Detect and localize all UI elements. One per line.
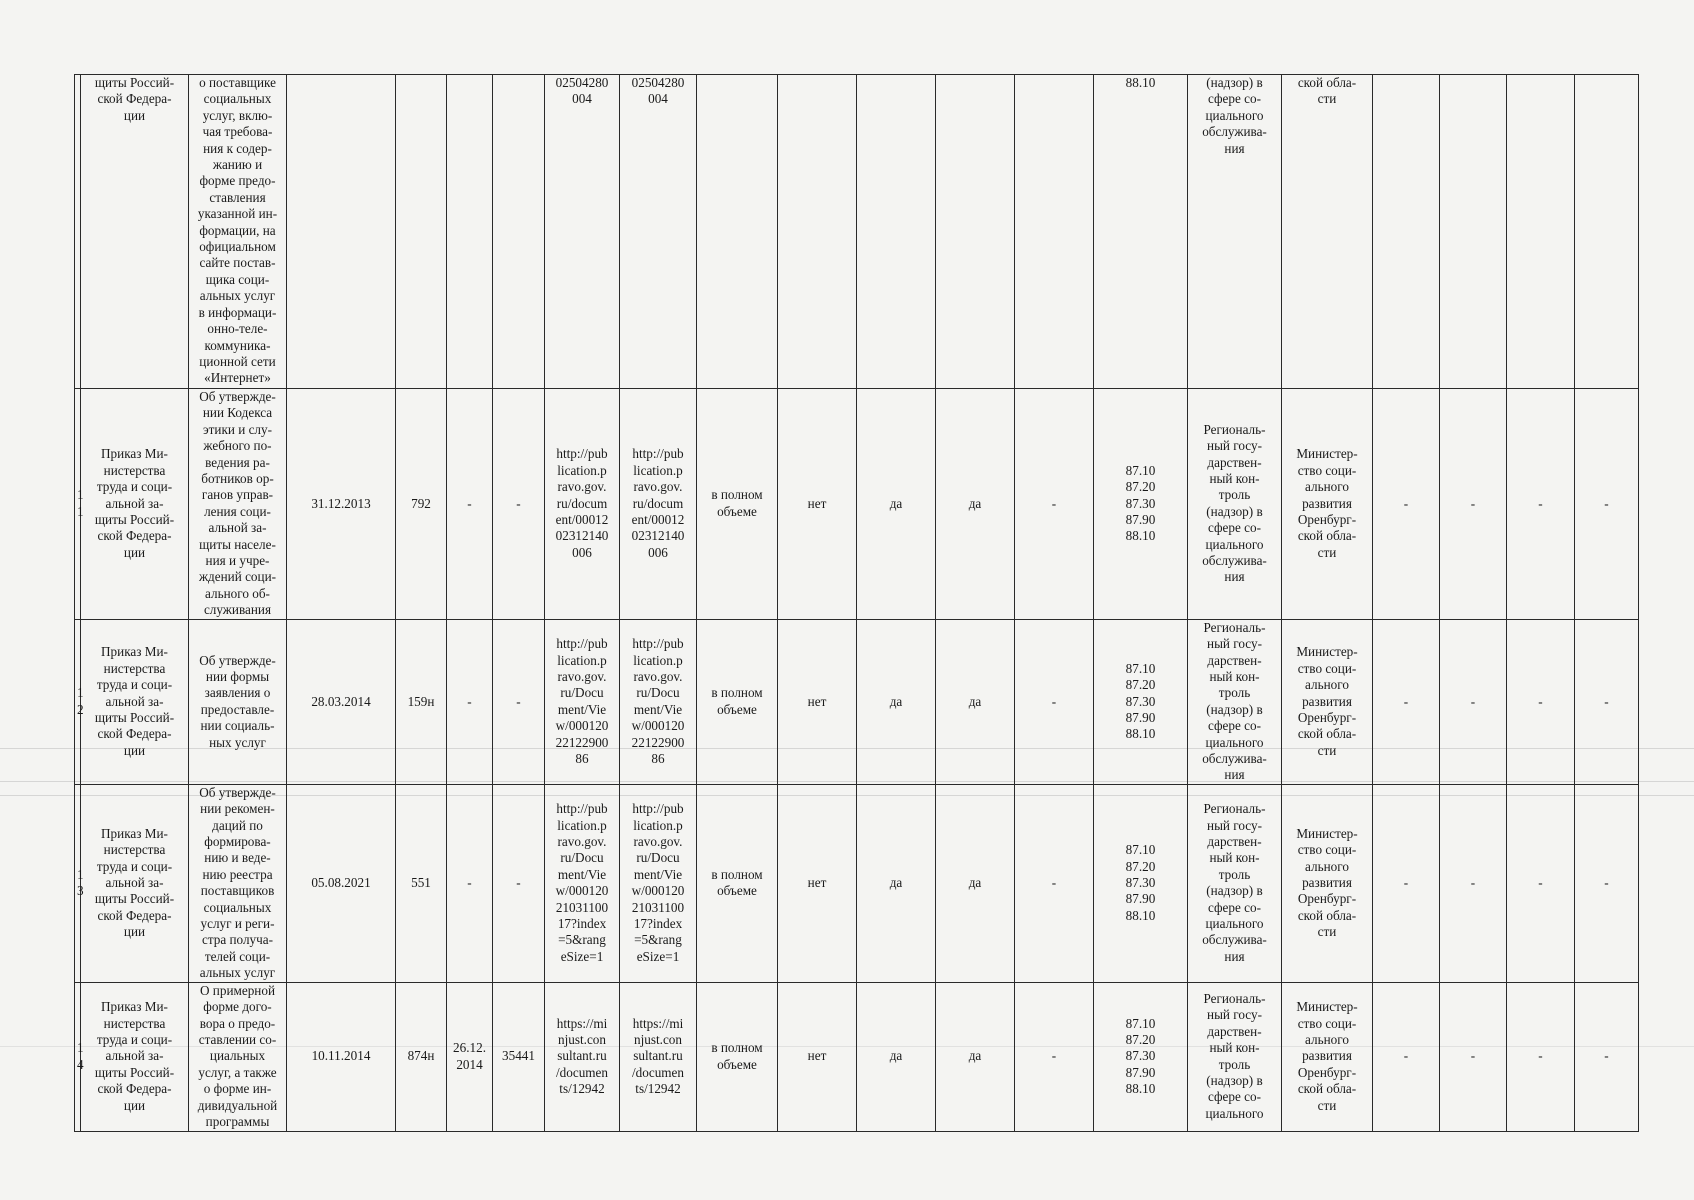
cell-url-2: http://pub lication.p ravo.gov. ru/docum ent/00012 02312140 006	[620, 389, 697, 620]
cell-extra-3: -	[1507, 619, 1575, 784]
cell-control-type: Региональ- ный госу- дарствен- ный кон- троль (надзор) в сфере со- циального обслужива- ния	[1188, 389, 1282, 620]
cell-url-2: https://mi njust.con sultant.ru /documen ts/12942	[620, 982, 697, 1131]
cell-url-1: http://pub lication.p ravo.gov. ru/Docu ment/Vie w/000120 22122900 86	[545, 619, 620, 784]
table-row	[75, 982, 1639, 1131]
cell-okved-codes: 88.10	[1094, 75, 1188, 389]
cell-extent: в полном объеме	[697, 784, 778, 982]
cell-act-number: 551	[396, 784, 447, 982]
cell-reg-date: -	[447, 389, 493, 620]
cell-extent	[697, 75, 778, 389]
cell-url-1: http://pub lication.p ravo.gov. ru/docum ent/00012 02312140 006	[545, 389, 620, 620]
cell-url-1: http://pub lication.p ravo.gov. ru/Docu ment/Vie w/000120 21031100 17?index =5&rang eSize=1	[545, 784, 620, 982]
cell-extra-4: -	[1575, 982, 1639, 1131]
cell-url-2: http://pub lication.p ravo.gov. ru/Docu ment/Vie w/000120 22122900 86	[620, 619, 697, 784]
cell-control-type: Региональ- ный госу- дарствен- ный кон- троль (надзор) в сфере со- циального обслужива- ния	[1188, 784, 1282, 982]
cell-act-type: Приказ Ми- нистерства труда и соци- альной за- щиты Россий- ской Федера- ции	[81, 784, 189, 982]
cell-col15: -	[1015, 982, 1094, 1131]
cell-col14: да	[936, 389, 1015, 620]
cell-extent: в полном объеме	[697, 619, 778, 784]
cell-title: Об утвержде- нии Кодекса этики и слу- жебного по- ведения ра- ботников ор- ганов управ- ления соци- альной за- щиты населе- ния и учре- ждений соци- ального об- служивания	[189, 389, 287, 620]
cell-reg-date: -	[447, 784, 493, 982]
cell-extra-1	[1373, 75, 1440, 389]
cell-col14	[936, 75, 1015, 389]
cell-act-number	[396, 75, 447, 389]
table-row	[75, 619, 1639, 784]
regulations-table	[74, 74, 1639, 1132]
cell-act-type: Приказ Ми- нистерства труда и соци- альной за- щиты Россий- ской Федера- ции	[81, 619, 189, 784]
cell-title: О примерной форме дого- вора о предо- ставлении со- циальных услуг, а также о форме ин- дивидуальной программы	[189, 982, 287, 1131]
cell-extra-3: -	[1507, 784, 1575, 982]
cell-extra-2: -	[1440, 784, 1507, 982]
cell-authority: Министер- ство соци- ального развития Оренбург- ской обла- сти	[1282, 784, 1373, 982]
cell-extra-4: -	[1575, 619, 1639, 784]
table-row	[75, 784, 1639, 982]
cell-date: 28.03.2014	[287, 619, 396, 784]
cell-extent: в полном объеме	[697, 389, 778, 620]
cell-reg-date	[447, 75, 493, 389]
cell-extra-2: -	[1440, 982, 1507, 1131]
cell-col13: да	[857, 619, 936, 784]
cell-url-1: 02504280 004	[545, 75, 620, 389]
cell-col14: да	[936, 982, 1015, 1131]
cell-col12: нет	[778, 982, 857, 1131]
cell-col15: -	[1015, 389, 1094, 620]
cell-col14: да	[936, 619, 1015, 784]
cell-okved-codes: 87.10 87.20 87.30 87.90 88.10	[1094, 389, 1188, 620]
cell-number: 13	[75, 784, 81, 982]
cell-col12	[778, 75, 857, 389]
cell-extra-1: -	[1373, 619, 1440, 784]
cell-col15: -	[1015, 784, 1094, 982]
cell-extra-3: -	[1507, 982, 1575, 1131]
cell-reg-number: -	[493, 389, 545, 620]
cell-okved-codes: 87.10 87.20 87.30 87.90 88.10	[1094, 982, 1188, 1131]
cell-reg-number	[493, 75, 545, 389]
cell-authority: Министер- ство соци- ального развития Оренбург- ской обла- сти	[1282, 982, 1373, 1131]
cell-act-type: Приказ Ми- нистерства труда и соци- альной за- щиты Россий- ской Федера- ции	[81, 982, 189, 1131]
cell-extra-3	[1507, 75, 1575, 389]
cell-control-type: Региональ- ный госу- дарствен- ный кон- троль (надзор) в сфере со- циального обслужива- ния	[1188, 619, 1282, 784]
cell-reg-number: 35441	[493, 982, 545, 1131]
cell-reg-date: -	[447, 619, 493, 784]
cell-reg-date: 26.12. 2014	[447, 982, 493, 1131]
cell-extra-1: -	[1373, 982, 1440, 1131]
cell-date	[287, 75, 396, 389]
cell-control-type: Региональ- ный госу- дарствен- ный кон- троль (надзор) в сфере со- циального	[1188, 982, 1282, 1131]
cell-url-2: http://pub lication.p ravo.gov. ru/Docu ment/Vie w/000120 21031100 17?index =5&rang eSize=1	[620, 784, 697, 982]
cell-extent: в полном объеме	[697, 982, 778, 1131]
cell-reg-number: -	[493, 784, 545, 982]
cell-col15	[1015, 75, 1094, 389]
cell-authority: Министер- ство соци- ального развития Оренбург- ской обла- сти	[1282, 619, 1373, 784]
cell-col15: -	[1015, 619, 1094, 784]
cell-act-number: 159н	[396, 619, 447, 784]
cell-date: 10.11.2014	[287, 982, 396, 1131]
cell-number: 14	[75, 982, 81, 1131]
cell-col14: да	[936, 784, 1015, 982]
cell-url-1: https://mi njust.con sultant.ru /documen ts/12942	[545, 982, 620, 1131]
cell-extra-4: -	[1575, 389, 1639, 620]
table-row	[75, 75, 1639, 389]
cell-act-type: Приказ Ми- нистерства труда и соци- альной за- щиты Россий- ской Федера- ции	[81, 389, 189, 620]
cell-extra-4	[1575, 75, 1639, 389]
cell-title: Об утвержде- нии формы заявления о предоставле- нии социаль- ных услуг	[189, 619, 287, 784]
table-row	[75, 389, 1639, 620]
cell-title: Об утвержде- нии рекомен- даций по формирова- нию и веде- нию реестра поставщиков социальных услуг и реги- стра получа- телей соци- альных услуг	[189, 784, 287, 982]
cell-title: о поставщике социальных услуг, вклю- чая требова- ния к содер- жанию и форме предо- ставления указанной ин- формации, на официальном сайте постав- щика соци- альных услуг в информаци- онно-теле- коммуника- ционной сети «Интернет»	[189, 75, 287, 389]
cell-authority: ской обла- сти	[1282, 75, 1373, 389]
cell-okved-codes: 87.10 87.20 87.30 87.90 88.10	[1094, 784, 1188, 982]
cell-col13: да	[857, 784, 936, 982]
cell-control-type: (надзор) в сфере со- циального обслужива- ния	[1188, 75, 1282, 389]
cell-number: 11	[75, 389, 81, 620]
cell-extra-3: -	[1507, 389, 1575, 620]
cell-col12: нет	[778, 389, 857, 620]
cell-extra-2: -	[1440, 619, 1507, 784]
cell-extra-2	[1440, 75, 1507, 389]
cell-col13: да	[857, 982, 936, 1131]
cell-act-type: щиты Россий- ской Федера- ции	[81, 75, 189, 389]
cell-extra-4: -	[1575, 784, 1639, 982]
cell-act-number: 874н	[396, 982, 447, 1131]
cell-date: 31.12.2013	[287, 389, 396, 620]
cell-extra-1: -	[1373, 389, 1440, 620]
cell-date: 05.08.2021	[287, 784, 396, 982]
cell-col13: да	[857, 389, 936, 620]
cell-okved-codes: 87.10 87.20 87.30 87.90 88.10	[1094, 619, 1188, 784]
cell-col12: нет	[778, 619, 857, 784]
cell-col12: нет	[778, 784, 857, 982]
cell-extra-2: -	[1440, 389, 1507, 620]
cell-url-2: 02504280 004	[620, 75, 697, 389]
cell-act-number: 792	[396, 389, 447, 620]
cell-reg-number: -	[493, 619, 545, 784]
cell-col13	[857, 75, 936, 389]
cell-authority: Министер- ство соци- ального развития Оренбург- ской обла- сти	[1282, 389, 1373, 620]
cell-extra-1: -	[1373, 784, 1440, 982]
cell-number: 12	[75, 619, 81, 784]
